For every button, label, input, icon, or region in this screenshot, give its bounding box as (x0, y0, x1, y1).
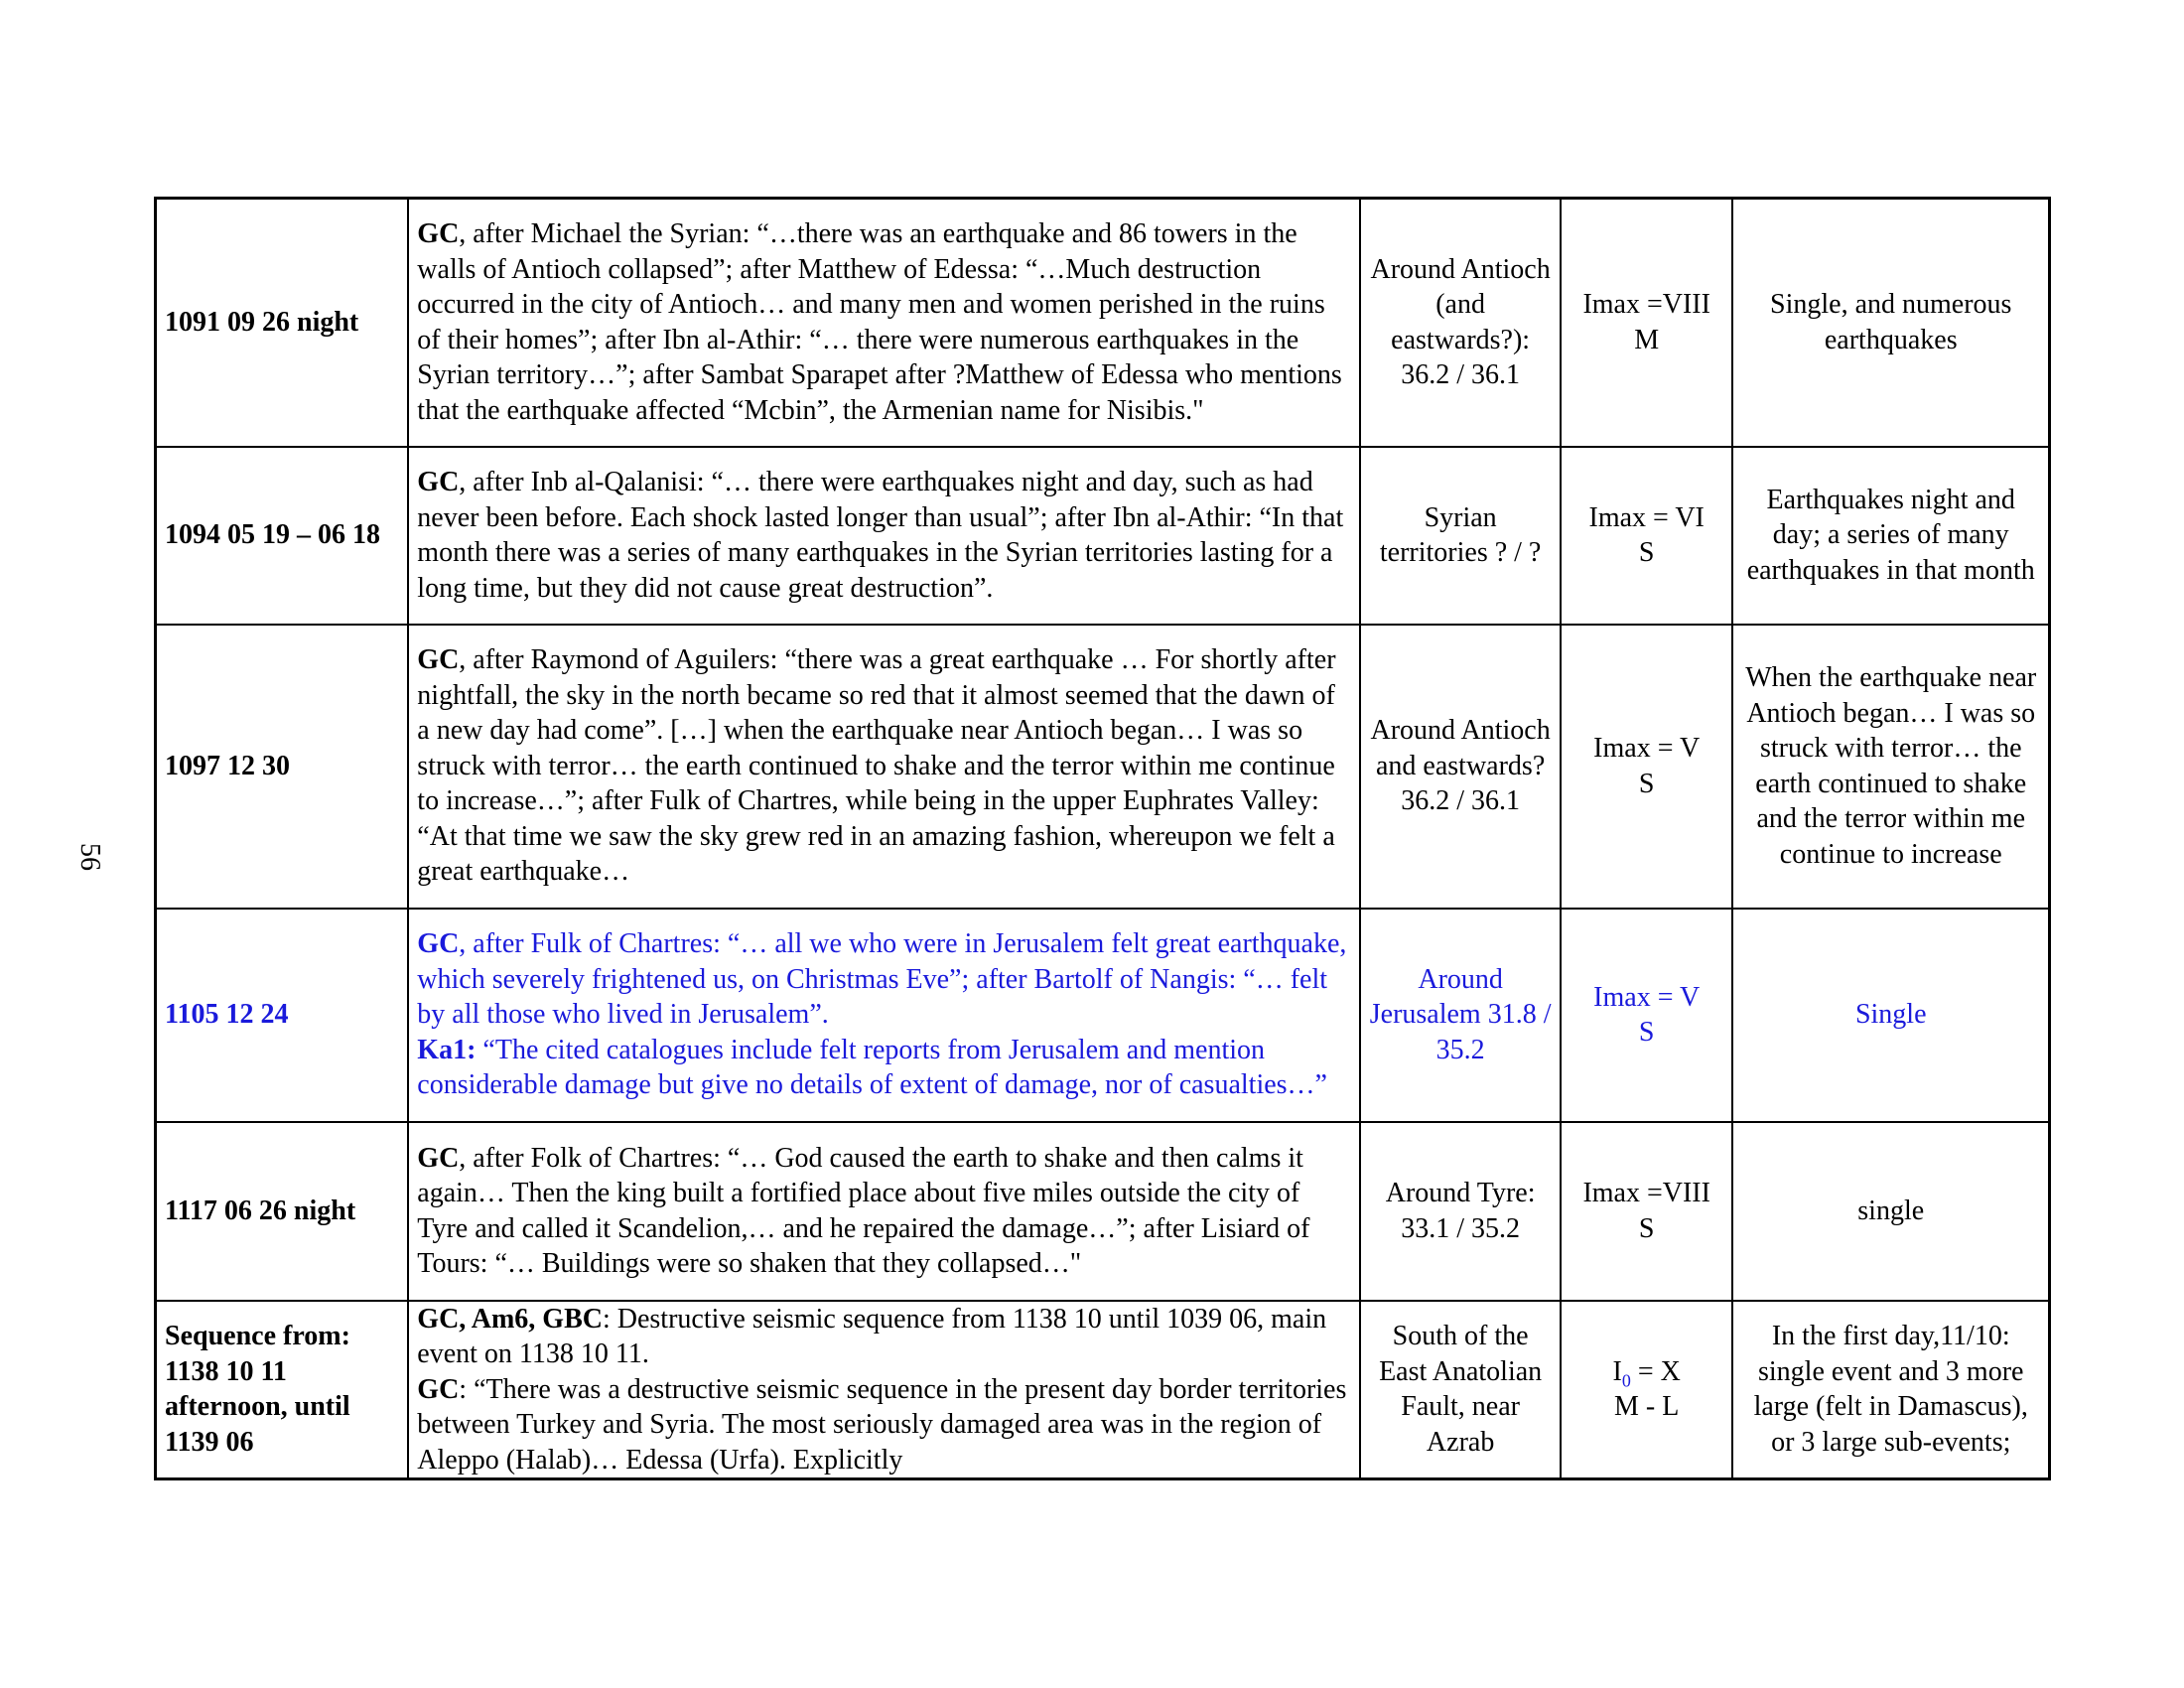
event-date: Sequence from: 1138 10 11 afternoon, until 1139 06 (156, 1301, 409, 1479)
page-number: 56 (74, 843, 105, 871)
table-row (156, 199, 2050, 447)
event-location: South of the East Anatolian Fault, near Azrab (1360, 1301, 1561, 1479)
event-date: 1091 09 26 night (156, 199, 409, 447)
event-description (408, 447, 1360, 625)
source-ref: GC (417, 1373, 460, 1405)
table-row (156, 625, 2050, 909)
description-text: “The cited catalogues include felt reports from Jerusalem and mention considerable damage but give no details of extent of damage, nor of casualties…” (417, 1034, 1327, 1101)
event-description (408, 1301, 1360, 1479)
intensity-value: $I_0 = X$ (1612, 1355, 1681, 1391)
earthquake-catalogue-table (154, 197, 2051, 1480)
intensity-quality: M (1634, 324, 1660, 355)
event-intensity (1561, 447, 1733, 625)
source-ref: GC (417, 467, 460, 497)
event-location: Around Tyre: 33.1 / 35.2 (1360, 1122, 1561, 1301)
event-intensity (1561, 625, 1733, 909)
event-intensity (1561, 1122, 1733, 1301)
intensity-value: Imax = VI (1588, 501, 1705, 533)
table-row (156, 1301, 2050, 1479)
event-date: 1117 06 26 night (156, 1122, 409, 1301)
event-remarks: Single, and numerous earthquakes (1732, 199, 2049, 447)
table-row (156, 1122, 2050, 1301)
event-location: Syrian territories ? / ? (1360, 447, 1561, 625)
event-location: Around Jerusalem 31.8 / 35.2 (1360, 909, 1561, 1122)
event-intensity (1561, 199, 1733, 447)
intensity-quality: S (1638, 768, 1655, 799)
event-date: 1097 12 30 (156, 625, 409, 909)
source-ref: GC (417, 218, 460, 250)
event-intensity (1561, 909, 1733, 1122)
event-description (408, 625, 1360, 909)
event-date: 1094 05 19 – 06 18 (156, 447, 409, 625)
intensity-value: Imax = V (1593, 981, 1701, 1013)
description-text: , after Raymond of Aguilers: “there was a great earthquake … For shortly after nightfall, the sky in the north became so red that it almost seemed that the dawn of a new day had come”. […] when the earthquake near Antioch began… I was so struck with terror… the earth continued to shake and the terror within me continue to increase…”; after Fulk of Chartres, while being in the upper Euphrates Valley: “At that time we saw the sky grew red in an amazing fashion, whereupon we felt a great earthquake… (417, 644, 1336, 888)
table-row (156, 909, 2050, 1122)
table-row (156, 447, 2050, 625)
event-remarks: When the earthquake near Antioch began… I was so struck with terror… the earth continued to shake and the terror within me continue to increase (1732, 625, 2049, 909)
intensity-quality: S (1638, 537, 1655, 568)
event-remarks: In the first day,11/10: single event and 3 more large (felt in Damascus), or 3 large sub-events; (1732, 1301, 2049, 1479)
intensity-quality: S (1638, 1212, 1655, 1244)
event-description (408, 199, 1360, 447)
intensity-quality: M - L (1614, 1391, 1680, 1423)
description-text: , after Inb al-Qalanisi: “… there were earthquakes night and day, such as had never been before. Each shock lasted longer than usual”; after Ibn al-Athir: “In that month there was a series of many earthquakes in the Syrian territories lasting for a long time, but they did not cause great destruction”. (417, 467, 1344, 604)
event-intensity (1561, 1301, 1733, 1479)
intensity-quality: S (1638, 1017, 1655, 1048)
event-remarks: single (1732, 1122, 2049, 1301)
event-location: Around Antioch and eastwards? 36.2 / 36.1 (1360, 625, 1561, 909)
description-text: , after Michael the Syrian: “…there was an earthquake and 86 towers in the walls of Antioch collapsed”; after Matthew of Edessa: “…Much destruction occurred in the city of Antioch… and many men and women perished in the ruins of their homes”; after Ibn al-Athir: “… there were numerous earthquakes in the Syrian territory…”; after Sambat Sparapet after ?Matthew of Edessa who mentions that the earthquake affected “Mcbin”, the Armenian name for Nisibis." (417, 218, 1342, 426)
source-ref: GC (417, 644, 460, 676)
description-text: , after Fulk of Chartres: “… all we who were in Jerusalem felt great earthquake, which severely frightened us, on Christmas Eve”; after Bartolf of Nangis: “… felt by all those who lived in Jerusalem”. (417, 928, 1347, 1031)
source-ref: GC, Am6, GBC (417, 1303, 603, 1335)
description-text: , after Folk of Chartres: “… God caused the earth to shake and then calms it again… Then the king built a fortified place about five miles outside the city of Tyre and called it Scandelion,… and he repaired the damage…”; after Lisiard of Tours: “… Buildings were so shaken that they collapsed…" (417, 1142, 1310, 1279)
source-ref: Ka1: (417, 1034, 477, 1065)
source-ref: GC (417, 928, 460, 960)
event-remarks: Single (1732, 909, 2049, 1122)
event-date: 1105 12 24 (156, 909, 409, 1122)
description-text: : “There was a destructive seismic sequence in the present day border territories between Turkey and Syria. The most seriously damaged area was in the region of Aleppo (Halab)… Edessa (Urfa). Explicitly (417, 1373, 1347, 1476)
intensity-value: Imax =VIII (1582, 1178, 1710, 1208)
event-location: Around Antioch (and eastwards?): 36.2 / 36.1 (1360, 199, 1561, 447)
event-description (408, 909, 1360, 1122)
intensity-value: Imax = V (1593, 733, 1701, 764)
intensity-value: Imax =VIII (1582, 289, 1710, 321)
event-remarks: Earthquakes night and day; a series of many earthquakes in that month (1732, 447, 2049, 625)
event-description (408, 1122, 1360, 1301)
description-text: : Destructive seismic sequence from 1138 10 until 1039 06, main event on 1138 10 11. (417, 1303, 1327, 1369)
source-ref: GC (417, 1142, 460, 1174)
